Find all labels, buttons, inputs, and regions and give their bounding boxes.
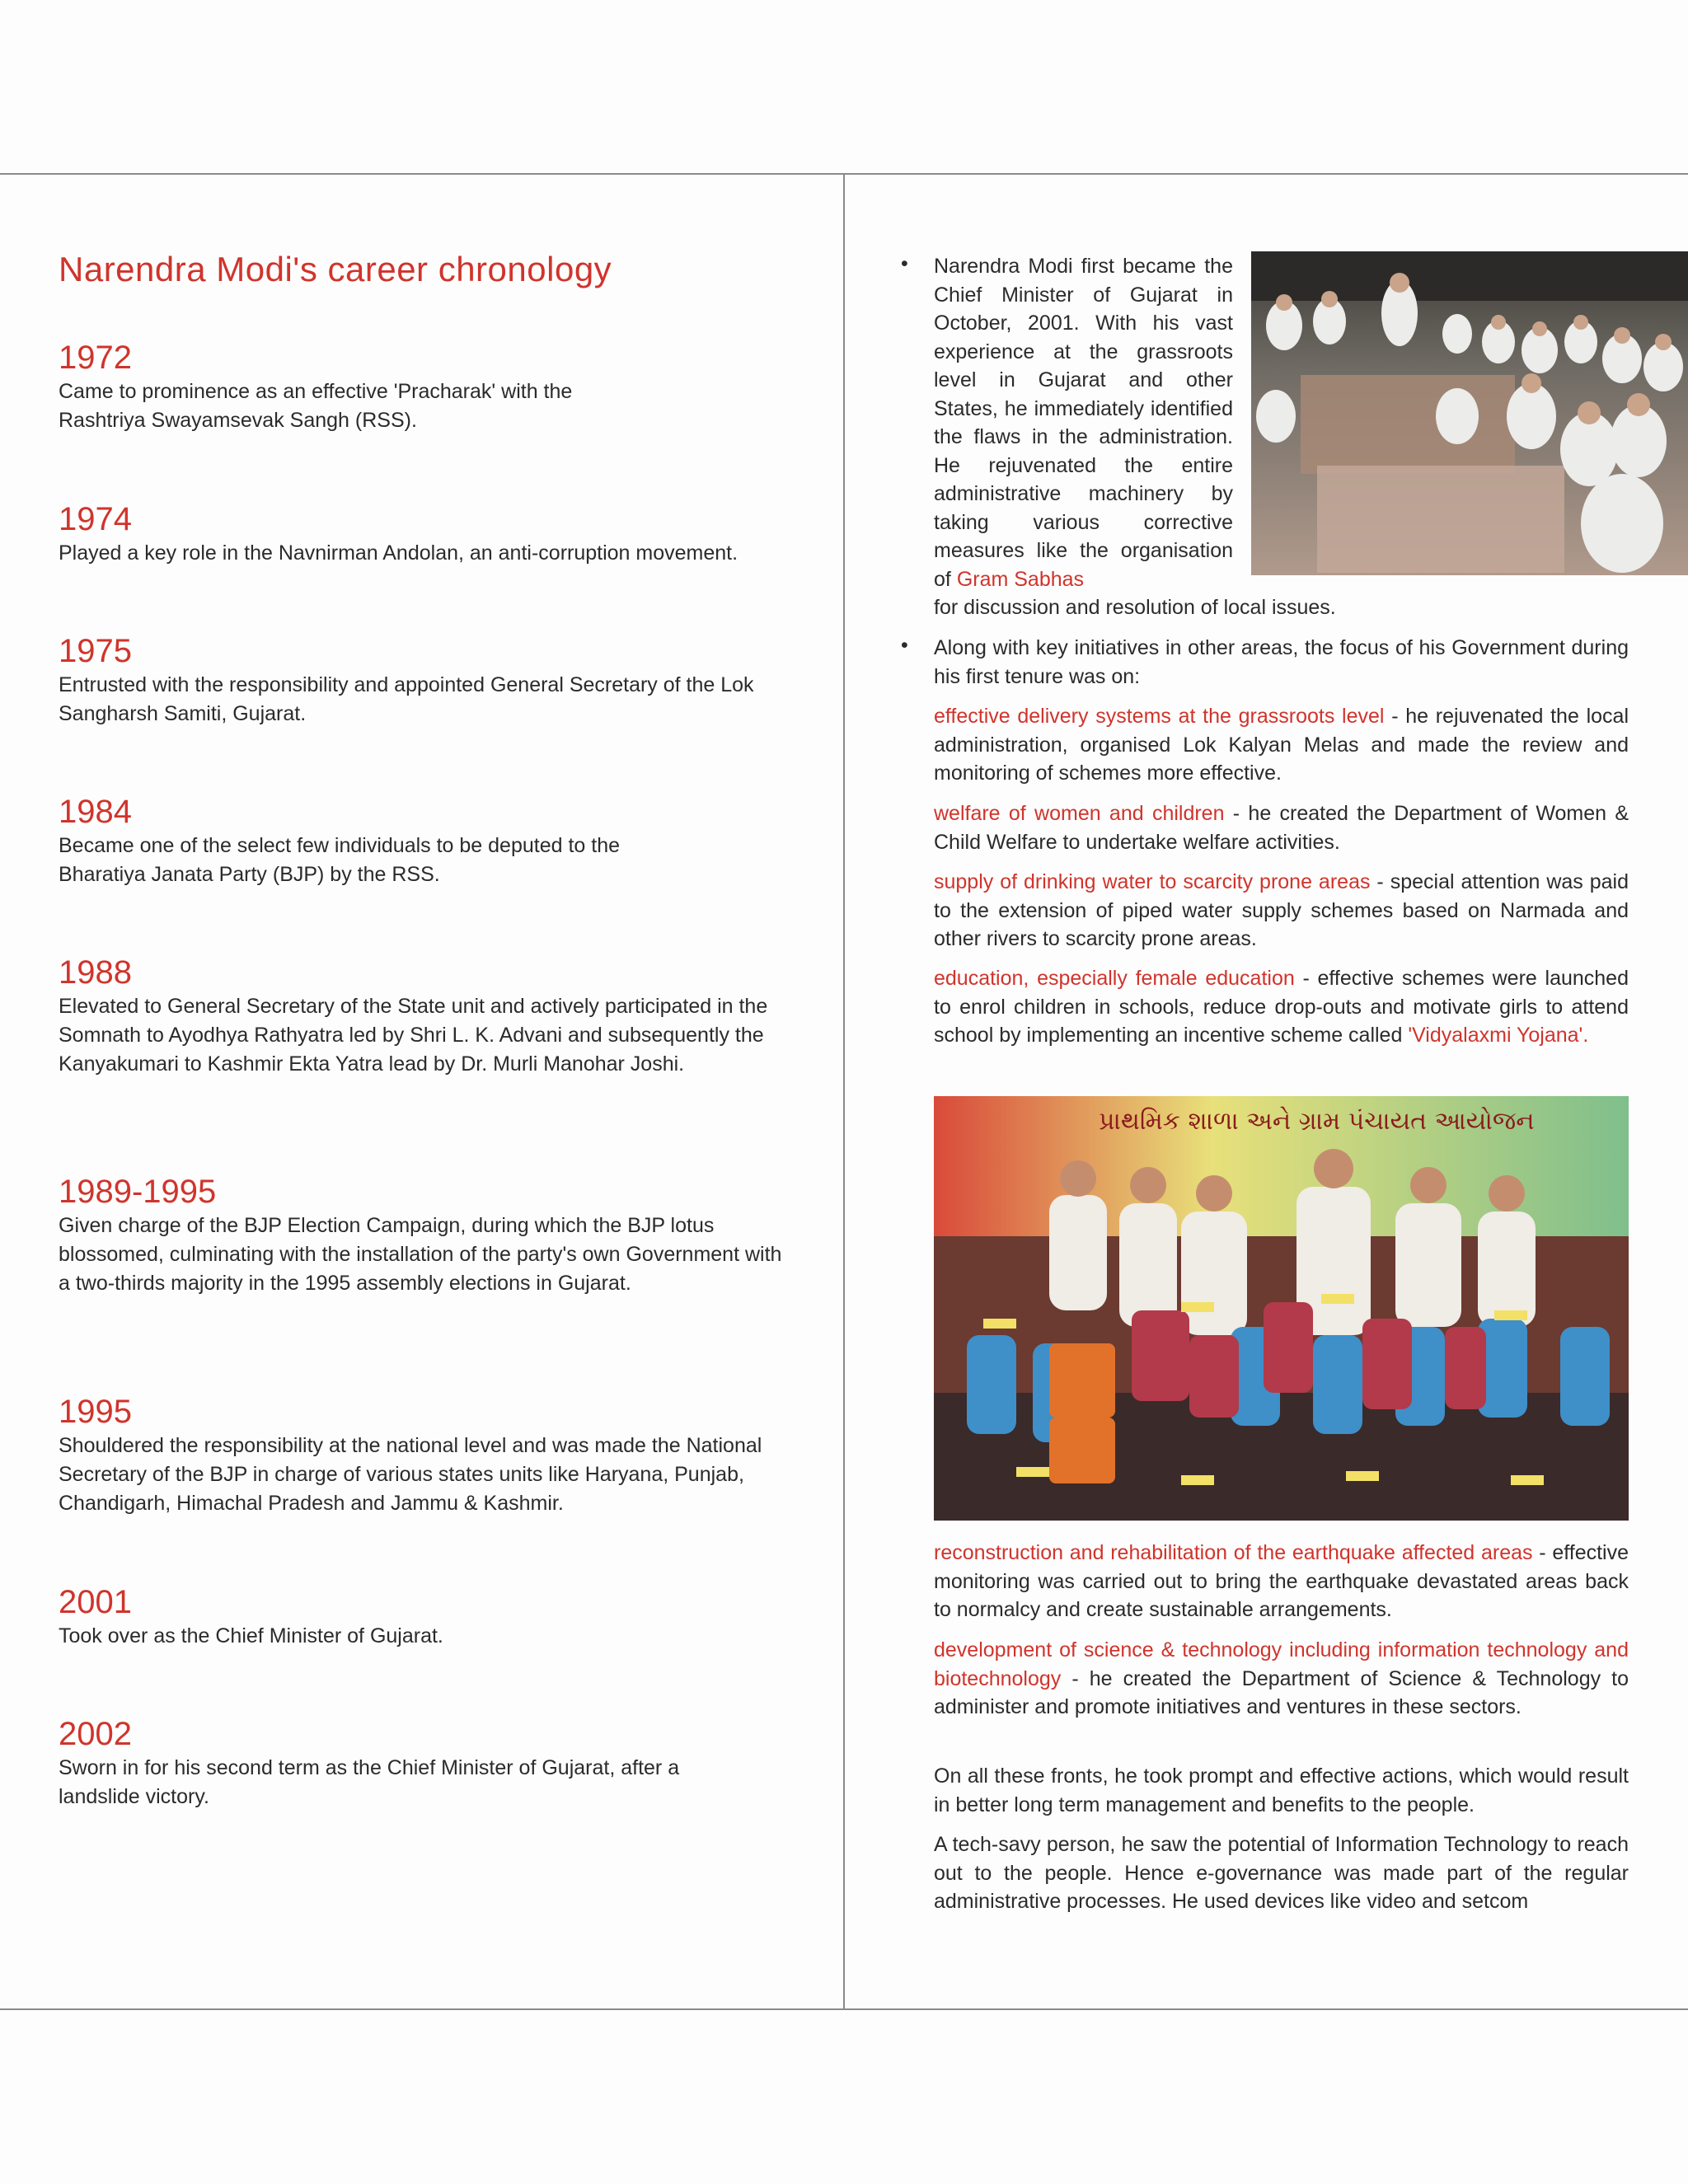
entry-description: Entrusted with the responsibility and appointed General Secretary of the Lok Sangharsh Samiti, Gujarat. bbox=[59, 673, 754, 725]
focus-item bbox=[934, 1636, 1629, 1722]
intro-text: Narendra Modi first became the Chief Minister of Gujarat in October, 2001. With his vast experience at the grassroots level in Gujarat and other States, he immediately identified the flaws in the administration. He rejuvenated the entire administrative machinery by taking various corrective measures like the organisation of bbox=[934, 255, 1233, 591]
summary-paragraph: On all these fronts, he took prompt and effective actions, which would result in better long term management and benefits to the people. bbox=[934, 1765, 1629, 1816]
focus-item-heading: welfare of women and children bbox=[934, 802, 1225, 825]
entry-description: Shouldered the responsibility at the national level and was made the National Secretary of the BJP in charge of various states units like Haryana, Punjab, Chandigarh, Himachal Pradesh and Jammu & Kashmir. bbox=[59, 1434, 762, 1515]
meeting-photo bbox=[1251, 251, 1688, 575]
chronology-title: Narendra Modi's career chronology bbox=[59, 250, 612, 288]
chronology-entry bbox=[59, 499, 800, 568]
focus-item-text: - he created the Department of Women & Child Welfare to undertake welfare activities. bbox=[934, 802, 1629, 854]
entry-description: Became one of the select few individuals to be deputed to the Bharatiya Janata Party (BJP) by the RSS. bbox=[59, 834, 621, 886]
entry-year: 1972 bbox=[59, 340, 132, 376]
chronology-entry bbox=[59, 1582, 800, 1651]
school-event-photo bbox=[934, 1096, 1629, 1521]
meeting-photo-image bbox=[1251, 251, 1688, 575]
entry-year: 2002 bbox=[59, 1716, 132, 1752]
focus-item bbox=[934, 868, 1629, 954]
entry-year: 1995 bbox=[59, 1394, 132, 1430]
entry-description: Sworn in for his second term as the Chief Minister of Gujarat, after a landslide victory. bbox=[59, 1756, 680, 1808]
chronology-entry bbox=[59, 631, 800, 729]
entry-description: Came to prominence as an effective 'Pracharak' with the Rashtriya Swayamsevak Sangh (RSS). bbox=[59, 380, 573, 432]
entry-year: 1974 bbox=[59, 501, 132, 537]
bullet-marker: • bbox=[901, 634, 908, 657]
bullet-intro-text bbox=[934, 252, 1233, 593]
focus-item bbox=[934, 799, 1629, 856]
focus-item-text: - he created the Department of Science & Technology to administer and promote initiatives and ventures in these sectors. bbox=[934, 1666, 1629, 1718]
focus-item-text: - effective monitoring was carried out to bring the earthquake devastated areas back to normalcy and create sustainable arrangements. bbox=[934, 1541, 1629, 1621]
entry-year: 1988 bbox=[59, 954, 132, 991]
focus-item bbox=[934, 964, 1629, 1050]
entry-year: 1975 bbox=[59, 633, 132, 669]
focus-item-heading: education, especially female education bbox=[934, 967, 1295, 990]
chronology-entry bbox=[59, 1172, 800, 1298]
e-governance-paragraph: A tech-savy person, he saw the potential of Information Technology to reach out to the people. Hence e-governance was made part of the regular administrative processes. He used devices like video and setcom bbox=[934, 1833, 1629, 1913]
focus-item-heading: effective delivery systems at the grassroots level bbox=[934, 705, 1385, 728]
entry-description: Elevated to General Secretary of the State unit and actively participated in the Somnath to Ayodhya Rathyatra led by Shri L. K. Advani and subsequently the Kanyakumari to Kashmir Ekta Yatra lead by Dr. Murli Manohar Joshi. bbox=[59, 995, 768, 1076]
banner-text: પ્રાથમિક શાળા અને ગ્રામ પંચાયત આયોજન bbox=[1099, 1107, 1535, 1136]
vidyalaxmi-highlight: 'Vidyalaxmi Yojana'. bbox=[1408, 1024, 1589, 1047]
focus-item-text: - he rejuvenated the local administration, organised Lok Kalyan Melas and made the review and monitoring of schemes more effective. bbox=[934, 705, 1629, 785]
focus-item bbox=[934, 1539, 1629, 1624]
column-divider bbox=[843, 173, 845, 2010]
chronology-entry bbox=[59, 1392, 800, 1518]
focus-item-heading: supply of drinking water to scarcity prone areas bbox=[934, 870, 1371, 893]
bullet-marker: • bbox=[901, 252, 908, 275]
chronology-entry bbox=[59, 953, 800, 1079]
focus-item-heading: development of science & technology including information technology and biotechnology bbox=[934, 1638, 1629, 1690]
gram-sabhas-highlight: Gram Sabhas bbox=[956, 567, 1085, 591]
entry-year: 1989-1995 bbox=[59, 1174, 217, 1210]
intro-tail-text: for discussion and resolution of local issues. bbox=[934, 596, 1336, 619]
focus-item-heading: reconstruction and rehabilitation of the earthquake affected areas bbox=[934, 1541, 1533, 1564]
focus-item bbox=[934, 702, 1629, 788]
entry-year: 1984 bbox=[59, 794, 132, 830]
entry-description: Took over as the Chief Minister of Gujarat. bbox=[59, 1624, 443, 1647]
bullet-focus-intro: Along with key initiatives in other areas, the focus of his Government during his first tenure was on: bbox=[934, 636, 1629, 688]
chronology-entry bbox=[59, 338, 800, 435]
focus-item-text: - special attention was paid to the extension of piped water supply schemes based on Narmada and other rivers to scarcity prone areas. bbox=[934, 870, 1629, 950]
chronology-entry bbox=[59, 1714, 800, 1811]
school-event-photo-image bbox=[934, 1096, 1629, 1521]
entry-description: Played a key role in the Navnirman Andolan, an anti-corruption movement. bbox=[59, 541, 738, 565]
focus-item-text: - effective schemes were launched to enrol children in schools, reduce drop-outs and motivate girls to attend school by implementing an incentive scheme called bbox=[934, 967, 1629, 1047]
entry-year: 2001 bbox=[59, 1584, 132, 1620]
entry-description: Given charge of the BJP Election Campaign, during which the BJP lotus blossomed, culminating with the installation of the party's own Government with a two-thirds majority in the 1995 assembly elections in Gujarat. bbox=[59, 1214, 782, 1295]
chronology-entry bbox=[59, 792, 800, 889]
